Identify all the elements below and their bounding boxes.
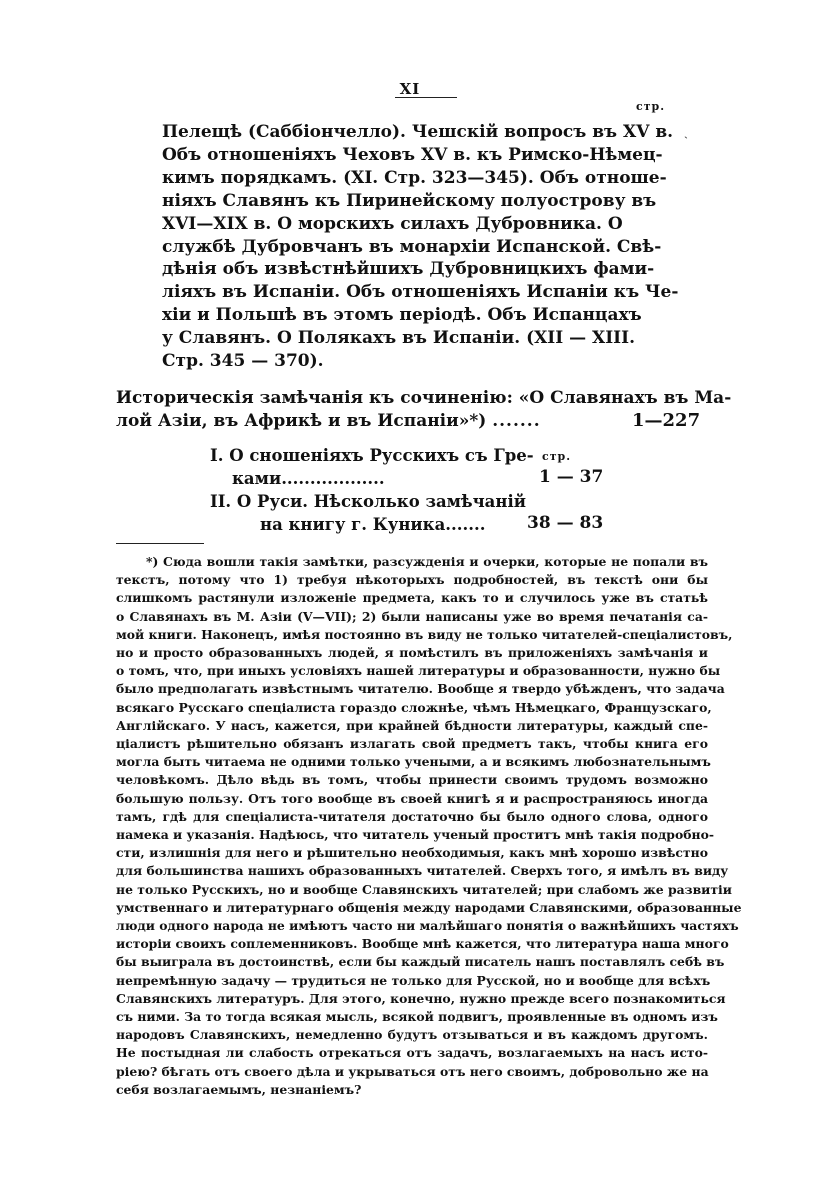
footnote-line: большую пользу. Отъ того вообще въ своей книгѣ я и распространяюсь иногда [116, 790, 708, 806]
toc-sub-item-2-title-end: на книгу г. Куника [260, 515, 446, 534]
footnote-line: бы выиграла въ достоинствѣ, если бы каждый писатель нашъ поставлялъ себѣ въ [116, 954, 725, 970]
footnote-line: *) Сюда вошли такія замѣтки, разсужденія и очерки, которые не попали въ [146, 554, 708, 569]
chapter-summary [162, 121, 679, 373]
footnote-line: непремѣнную задачу — трудиться не только для Русской, но и вообще для всѣхъ [116, 972, 711, 988]
footnote-line: могла быть читаема не одними только учеными, а и всякимъ любознательнымъ [116, 754, 711, 770]
toc-main-leader: ....... [492, 411, 541, 431]
toc-sub-item-1-line1: I. О сношеніяхъ Русскихъ съ Гре- [210, 446, 534, 465]
footnote-line: но и просто образованныхъ людей, я помѣстилъ въ приложеніяхъ замѣчанія и [116, 645, 708, 661]
footnote-line: всякаго Русскаго спеціалиста гораздо сложнѣе, чѣмъ Нѣмецкаго, Французскаго, [116, 699, 712, 715]
toc-sub-item-2-leader: ....... [445, 515, 486, 534]
toc-sub-item-2-line2 [260, 513, 485, 536]
footnote-line: текстъ, потому что 1) требуя нѣкоторыхъ подробностей, въ текстѣ они бы [116, 572, 708, 588]
footnote-line: тамъ, гдѣ для спеціалиста-читателя достаточно бы было одного слова, одного [116, 808, 708, 824]
footnote [116, 553, 742, 1099]
summary-line: дѣнія объ извѣстнѣйшихъ Дубровницкихъ фами- [162, 259, 655, 280]
page-column-label: стр. [636, 100, 666, 113]
footnote-line: ціалистъ рѣшительно обязанъ излагать свой предметъ такъ, чтобы книга его [116, 736, 708, 752]
summary-line: Объ отношеніяхъ Чеховъ XV в. къ Римско-Нѣмец- [162, 144, 663, 165]
footnote-line: о томъ, что, при иныхъ условіяхъ нашей литературы и образованности, нужно бы [116, 663, 721, 679]
footnote-line: намека и указанія. Надѣюсь, что читатель ученый проститъ мнѣ такія подробно- [116, 827, 714, 843]
footnote-line: исторіи своихъ соплеменниковъ. Вообще мнѣ кажется, что литература наша много [116, 936, 729, 952]
summary-line: хіи и Польшѣ въ этомъ періодѣ. Объ Испанцахъ [162, 305, 642, 326]
footnote-line: народовъ Славянскихъ, немедленно будутъ отзываться и въ каждомъ другомъ. [116, 1027, 708, 1043]
footnote-line: Не постыдная ли слабость отрекаться отъ задачъ, возлагаемыхъ на насъ исто- [116, 1045, 708, 1061]
footnote-line: умственнаго и литературнаго общенія между народами Славянскими, образованные [116, 899, 742, 915]
summary-line: XVI—XIX в. О морскихъ силахъ Дубровника. О [162, 213, 623, 234]
summary-line: ліяхъ въ Испаніи. Объ отношеніяхъ Испаніи къ Че- [162, 282, 679, 303]
footnote-line: мой книги. Наконецъ, имѣя постоянно въ виду не только читателей-спеціалистовъ, [116, 626, 733, 642]
footnote-line: слишкомъ растянули изложеніе предмета, какъ то и случилось уже въ статьѣ [116, 590, 708, 606]
summary-line: Стр. 345 — 370). [162, 351, 324, 372]
footnote-line: Англійскаго. У насъ, кажется, при крайней бѣдности литературы, каждый спе- [116, 717, 708, 733]
toc-main-title-line2: лой Азіи, въ Африкѣ и въ Испаніи»*) [116, 411, 487, 431]
toc-sub-item-2-line1: II. О Руси. Нѣсколько замѣчаній [210, 492, 526, 511]
summary-line: кимъ порядкамъ. (XI. Стр. 323—345). Объ отноше- [162, 167, 667, 188]
toc-sub-item-1-line2 [232, 467, 385, 490]
toc-sub-item-1-leader: .................. [281, 469, 385, 488]
footnote-line: ріею? бѣгать отъ своего дѣла и укрываться отъ него своимъ, добровольно же на [116, 1063, 709, 1079]
stray-mark: ˎ [684, 125, 688, 139]
footnote-line: было предполагать извѣстнымъ читателю. Вообще я твердо убѣжденъ, что задача [116, 681, 725, 697]
footnote-line: сти, излишнія для него и рѣшительно необходимыя, какъ мнѣ хорошо извѣстно [116, 845, 708, 861]
toc-main-title-line1: Историческія замѣчанія къ сочиненію: «О Славянахъ въ Ма- [116, 388, 732, 408]
footnote-line: человѣкомъ. Дѣло вѣдь въ томъ, чтобы принести своимъ трудомъ возможно [116, 772, 708, 788]
footnote-line: о Славянахъ въ М. Азіи (V—VII); 2) были написаны уже во время печатанія са- [116, 608, 708, 624]
header-rule [395, 97, 457, 98]
toc-sub-item-1-pages: 1 — 37 [539, 467, 604, 487]
footnote-line: не только Русскихъ, но и вообще Славянскихъ читателей; при слабомъ же развитіи [116, 881, 732, 897]
footnote-line: съ ними. За то тогда всякая мысль, всякой подвигъ, проявленные въ одномъ изъ [116, 1009, 718, 1025]
footnote-line: для большинства нашихъ образованныхъ читателей. Сверхъ того, я имѣлъ въ виду [116, 863, 729, 879]
summary-line: Пелещѣ (Саббіончелло). Чешскій вопросъ въ XV в. [162, 122, 674, 142]
footnote-line: себя возлагаемымъ, незнаніемъ? [116, 1081, 362, 1097]
footnote-rule [116, 543, 204, 544]
summary-line: ніяхъ Славянъ къ Пиринейскому полуострову въ [162, 190, 657, 211]
summary-line: у Славянъ. О Полякахъ въ Испаніи. (XII — XIII. [162, 328, 636, 349]
toc-sub-column-label: стр. [542, 450, 572, 463]
page-number: XI [399, 80, 421, 98]
toc-sub-item-2-pages: 38 — 83 [527, 513, 604, 533]
toc-main-pages: 1—227 [632, 410, 701, 431]
summary-line: службѣ Дубровчанъ въ монархіи Испанской. Свѣ- [162, 236, 662, 257]
footnote-line: Славянскихъ литературъ. Для этого, конечно, нужно прежде всего познакомиться [116, 990, 726, 1006]
toc-sub-item-1-title-end: ками [232, 469, 282, 488]
footnote-line: люди одного народа не имѣютъ часто ни малѣйшаго понятія о важнѣйшихъ частяхъ [116, 918, 739, 934]
